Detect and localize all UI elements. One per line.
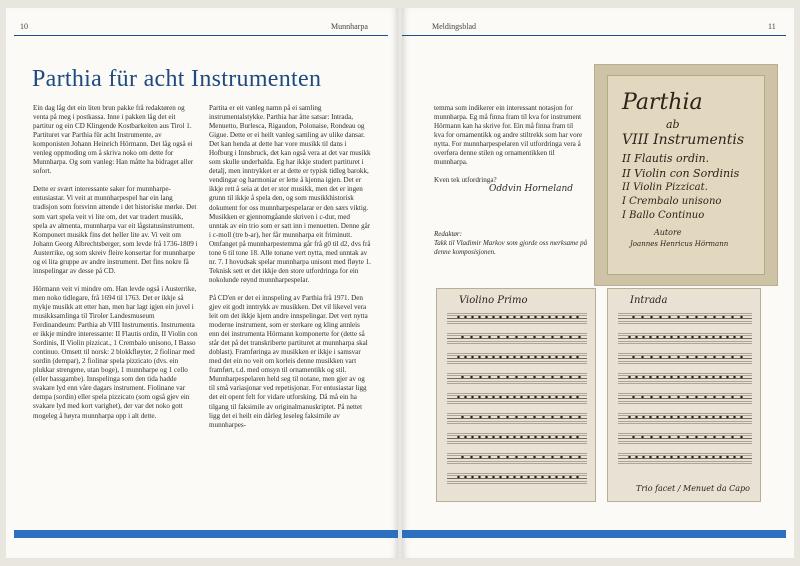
notes (626, 331, 746, 343)
paragraph: Partita er eit vanleg namn på ei samling instrumentalstykke. Parthia har åtte satsar: Intrada, Menuetto, Burlesca, Rigaudon, Polonaise, Rondeau og Gigue. Dette er ei heilt vanleg samling av ulike dansar. Det kan henda at dette har vore musikk til dans i Hofburg i Innsbruck, det kan også vera at det var musikk som skulle underhalda. Eg har ikkje studert partituret i detalj, men inntrykket er at dette er typisk tidleg barokk, vendingar og harmoniar er lette å kjenna igjen. Det er ikkje rett å seia at det er stor musikk, men det er ingen grunn til ikkje å spela den, og som musikkhistorisk dokument for oss munnharpespelarar er den særs viktig. Musikken er gjennomgåande skriven i c-dur, med unntak av ein trio som er satt inn i menuetten. Denne går i c-moll (tre b-ar), her får munnharpa eit friminutt. Omfanget på munnharpestemma går frå g0 til d2, dvs frå tone 6 til tone 18. Alle tonane vert nytta, med unntak av nr. 7. I hovudsak spelar munnharpa unisont med fløyte 1. Teknisk sett er det ikkje den store utfordringa for ein nokolunde røynd munnharpespelar. (209, 104, 371, 284)
editor-note (434, 230, 592, 257)
page-number-left: 10 (20, 22, 28, 31)
notes (455, 431, 581, 443)
page-number-right: 11 (768, 22, 776, 31)
notes (626, 311, 746, 323)
paragraph: På CD'en er det ei innspeling av Parthia frå 1971. Den gjev eit godt inntrykk av musikken. Det vil likevel vera leit om det ikkje kjem andre innspelingar. Det vert nytta moderne instrument, som er sterkare og kling annleis enn dei instrumenta Hörmann komponerte for (dette så står det på det transkriberte partituret at munnharpa skal doblast). Framføringa av musikken er ikkje i samsvar med det ein no veit om korleis denne musikken vart framført, t.d. med omsyn til ornamentikk og stil. Munnharpespelaren held seg til notane, men gjer av og til små variasjonar ved repetisjonar. For entusiastar ligg det eit opent felt for vidare utforsking. Då må ein ha tilgang til faksimile av originalmanuskriptet. På nettet ligg det ei heilt ein dårleg leseleg faksimile av munnharpes- (209, 293, 368, 429)
notes (455, 331, 581, 343)
cover-line: Joannes Henricus Hörmann (630, 240, 729, 248)
cover-line: VIII Instrumentis (622, 132, 745, 148)
notes (626, 431, 746, 443)
notes (626, 351, 746, 363)
notes (455, 371, 581, 383)
article-title: Parthia für acht Instrumenten (32, 66, 322, 92)
left-page (6, 8, 398, 558)
manuscript-cover-image (594, 64, 778, 286)
cover-line: II Flautis ordin. (622, 152, 710, 165)
score-label: Violino Primo (459, 295, 528, 306)
score-label: Intrada (630, 295, 668, 306)
header-rule-right (402, 35, 786, 36)
notes (455, 391, 581, 403)
notes (455, 451, 581, 463)
cover-line: II Violin con Sordinis (622, 167, 740, 180)
running-head-right: Meldingsblad (432, 22, 476, 31)
header-rule-left (14, 35, 388, 36)
editor-text: Takk til Vladimir Markov som gjorde oss merksame på denne komposisjonen. (434, 239, 588, 256)
cover-line: II Violin Pizzicat. (622, 182, 708, 193)
left-column-1 (33, 104, 198, 430)
cover-paper (607, 75, 765, 275)
left-column-2 (209, 104, 371, 439)
paragraph: Dette er svært interessante saker for munnharpe-entusiastar. Vi veit at munnharpespel har ein lang tradisjon som forsvinn attende i det historiske mørke. Det som vart spela veit vi lite om, det var tradert musikk, spela av almenta, munnharpa var eit lågstatusinstrument. Komponert musikk fins det heller lite av. Vi veit om Johann Georg Albrechtsberger, som levde frå 1736-1809 i Austerrike, og som skreiv fleire konsertar for munnharpe og ei lita gruppe av andre instrument. Det fins nokre få innspelingar av desse på CD. (33, 185, 198, 275)
author-signature: Oddvin Horneland (489, 184, 574, 195)
notes (626, 371, 746, 383)
paragraph: Ein dag låg det ein liten brun pakke frå redaktøren og venta på meg i postkassa. Inne i pakken låg det eit partitur og ein CD Klingende Kostbarkeiten aus Tirol 1. Partituret var Parthia für acht Instrumente, av komponisten Johann Heinrich Hörmann. Det låg også ei venleg oppmoding om å skriva noko om dette for Munnharpa. Og som vanleg: Han måtte ha bidraget aller sofort. (33, 104, 194, 176)
footer-bar-left (14, 530, 398, 538)
closing-question: Kven tek utfordringa? (434, 176, 497, 185)
cover-line: I Ballo Continuo (622, 210, 705, 221)
right-page (402, 8, 794, 558)
notes (626, 411, 746, 423)
cover-title: Parthia (622, 90, 703, 115)
footer-bar-right (402, 530, 786, 538)
notes (455, 311, 581, 323)
score-footer-note: Trio facet / Menuet da Capo (635, 484, 750, 493)
paragraph: temma som indikerer ein interessant notasjon for munnharpa. Eg må finna fram til kva for instrument Hörmann kan ha skrive for. Ein må finna fram til kva for ornamentikk og andre stiltrekk som har vore nytta. For munnharpespelaren vil utfordringa vera å overføra denne stilen og ornamentikken til munnharpa. (434, 104, 583, 167)
cover-line: Autore (654, 228, 682, 237)
notes (626, 451, 746, 463)
notes (455, 411, 581, 423)
manuscript-score-image-intrada (607, 288, 761, 502)
notes (626, 391, 746, 403)
cover-line: ab (666, 118, 680, 131)
cover-line: I Crembalo unisono (622, 196, 722, 207)
manuscript-score-image-violin (436, 288, 596, 502)
editor-label: Redaktør: (434, 230, 462, 238)
running-head-left: Munnharpa (331, 22, 368, 31)
paragraph: Hörmann veit vi mindre om. Han levde også i Austerrike, men noko tidlegare, frå 1694 til 1763. Det er ikkje så mykje musikk att etter han, men har lagt igjen ein juvel i musikksamlinga til Tiroler Landesmuseum Ferdinandeum: Parthia ab VIII Instrumentis. Instrumenta er ikkje mindre interessante: II Flautis ordin, II Violin con Sordinis, II Violin pizzicat., 1 Crembalo unisono, I Basso continuo. Omsett til norsk: 2 blokkfløyter, 2 fiolinar med sordin (dempar), 2 fiolinar spela pizzicato (dvs. ein plukkar strengene, utan boge), 1 munnharpe og 1 cello (eller bassgambe). Innspelinga som den tida hadde svakare lyd enn våre dagars instrument. Fiolinane var dempa (sordin) eller spela pizzicato (som også gjev ein svakare lyd med kort varighet), der var det noko gott mogeleg å høyra munnharpa opp i alt dette. (33, 284, 198, 420)
notes (455, 471, 581, 483)
notes (455, 351, 581, 363)
right-column (434, 104, 584, 194)
